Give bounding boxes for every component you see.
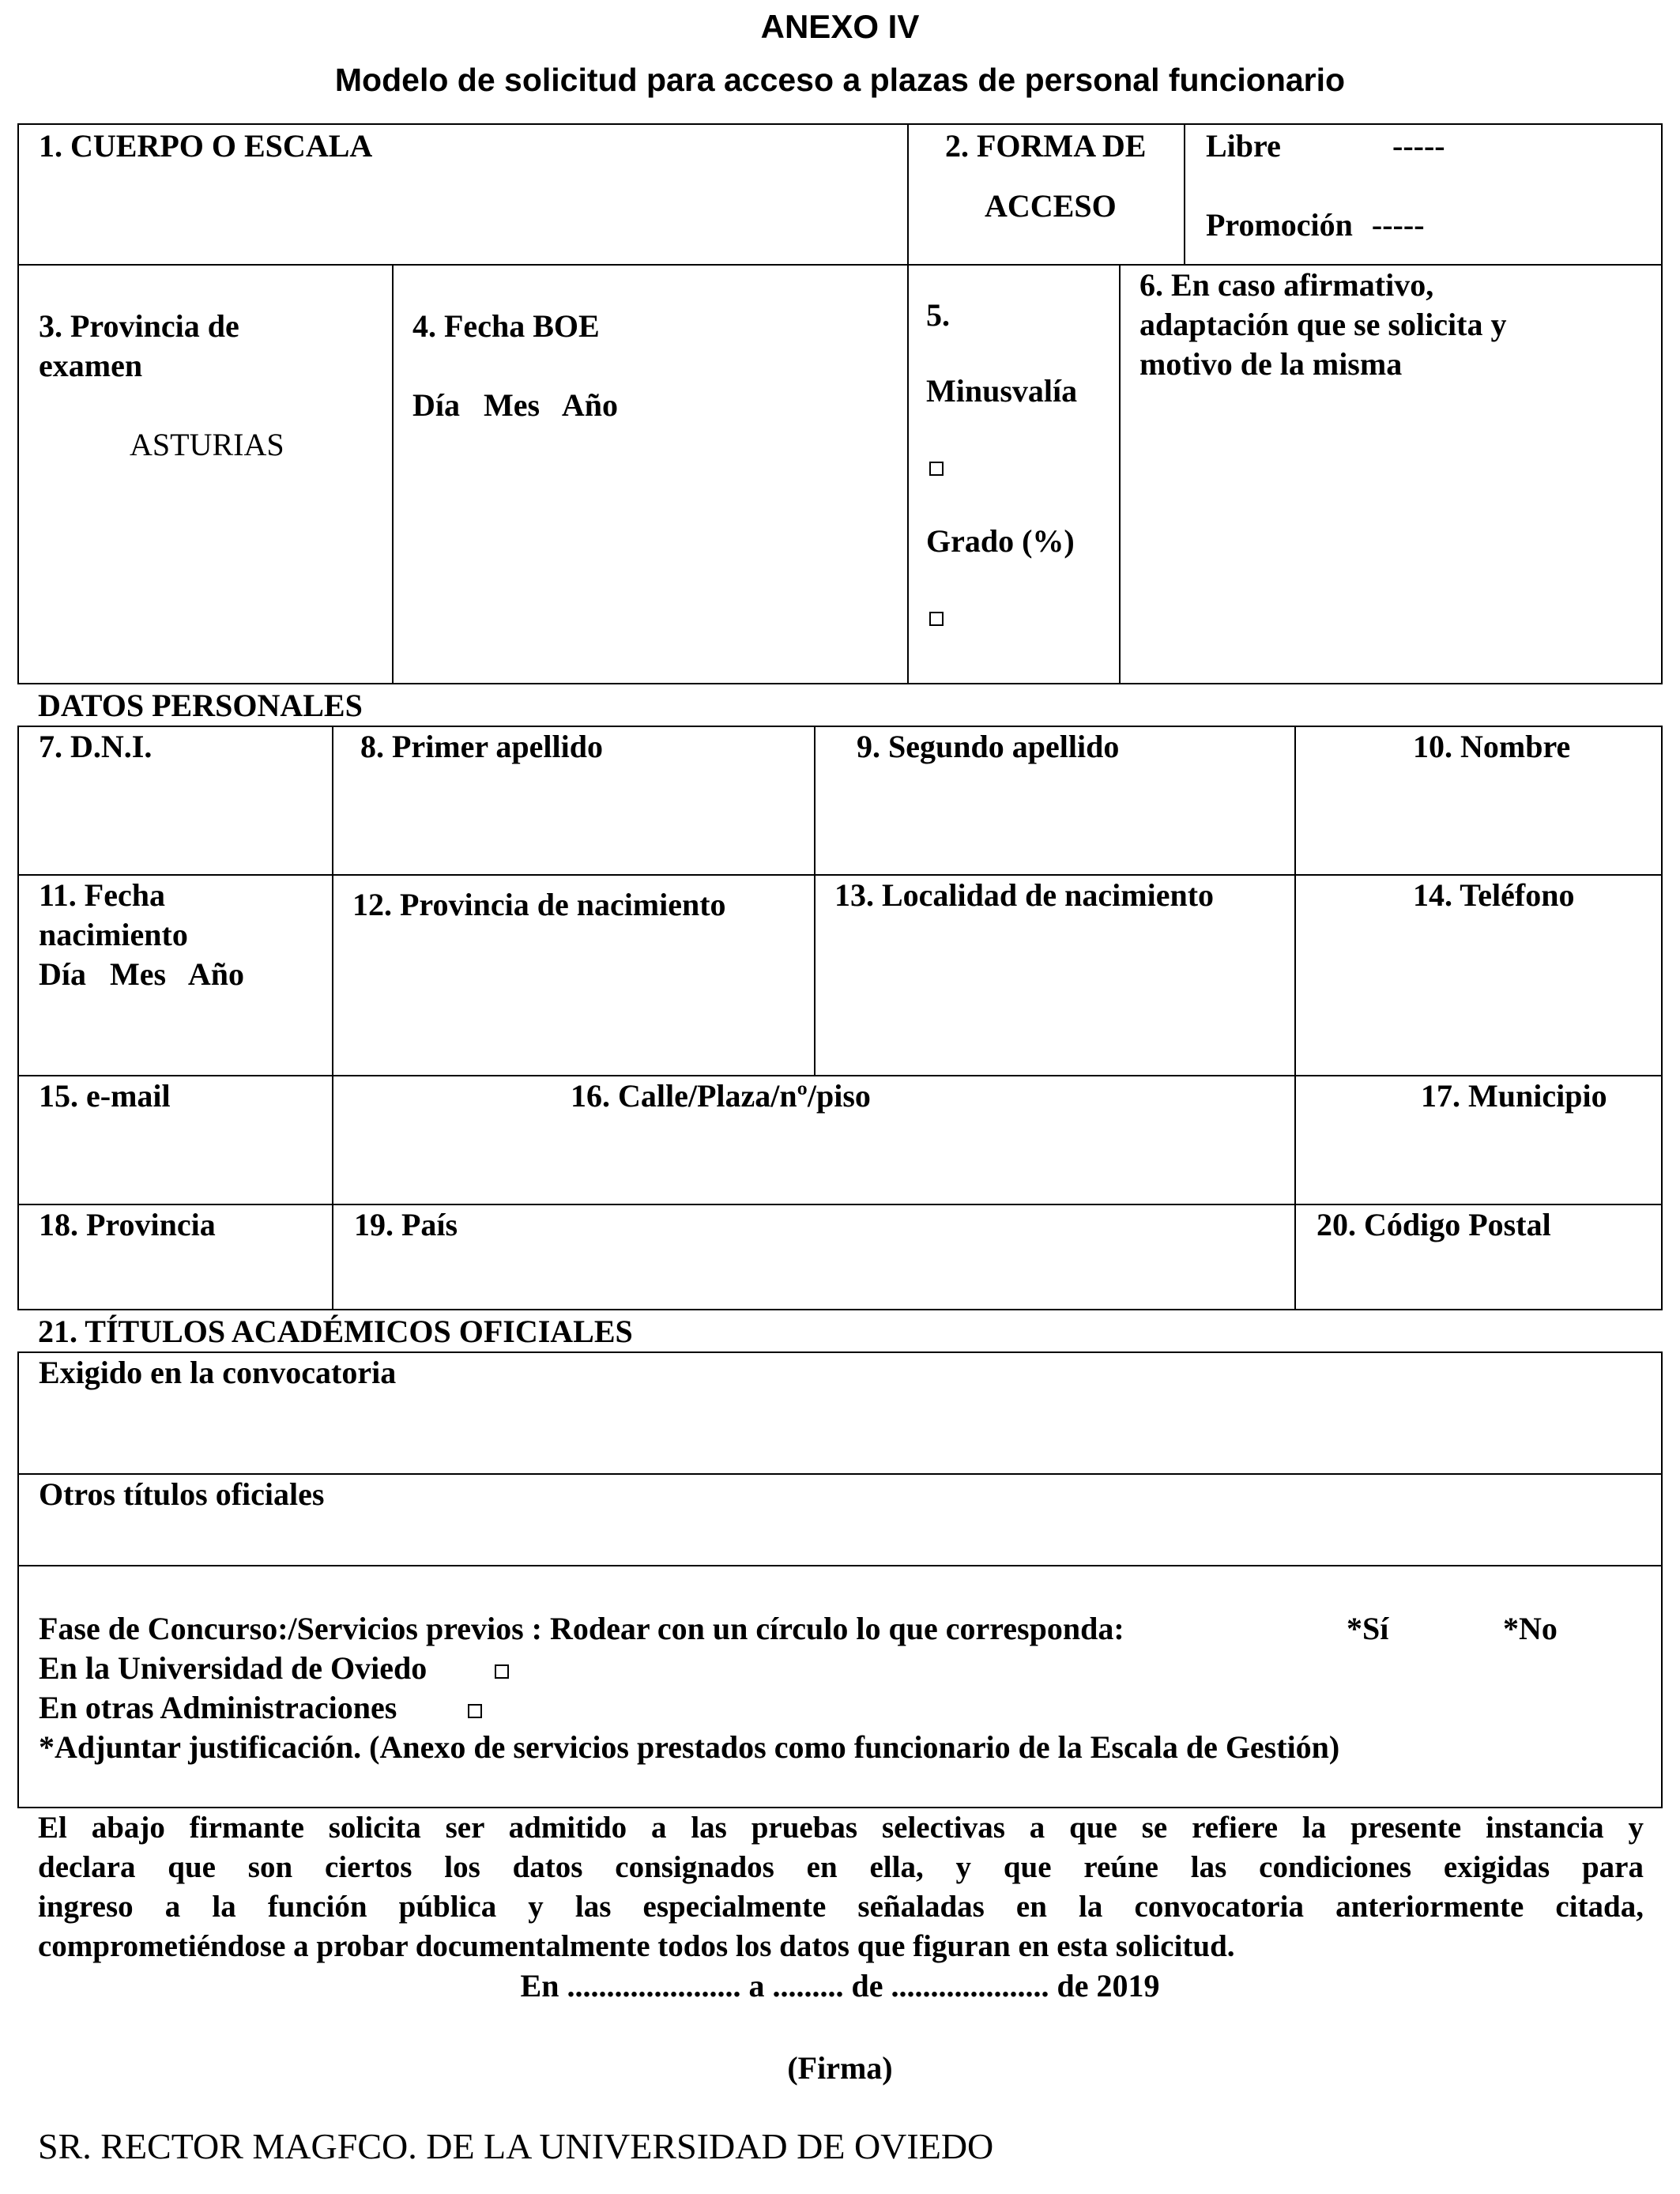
fecha-nacimiento-label-2: nacimiento: [39, 917, 188, 952]
destinatario-footer: SR. RECTOR MAGFCO. DE LA UNIVERSIDAD DE OVIEDO: [38, 2126, 994, 2166]
fase-si-option[interactable]: *Sí: [1347, 1611, 1389, 1646]
cuerpo-escala-field[interactable]: [19, 125, 906, 262]
provincia-nacimiento-field[interactable]: [333, 876, 812, 1073]
provincia-examen-value: ASTURIAS: [130, 427, 284, 462]
otros-titulos-label: Otros títulos oficiales: [39, 1476, 325, 1512]
telefono-label: 14. Teléfono: [1413, 877, 1575, 913]
codigo-postal-field[interactable]: [1296, 1205, 1661, 1309]
divider-forma-options: [1184, 123, 1185, 264]
segundo-apellido-field[interactable]: [816, 727, 1293, 873]
titulo-exigido-field[interactable]: [19, 1353, 1661, 1472]
localidad-nacimiento-label: 13. Localidad de nacimiento: [834, 877, 1215, 913]
adaptacion-field[interactable]: [1121, 266, 1661, 683]
fecha-boe-label: 4. Fecha BOE: [412, 308, 600, 344]
promocion-label: Promoción: [1206, 207, 1353, 243]
codigo-postal-label: 20. Código Postal: [1317, 1207, 1551, 1242]
provincia-label: 18. Provincia: [39, 1207, 216, 1242]
minusvalia-checkbox[interactable]: [929, 462, 944, 476]
fecha-nacimiento-sublabel: Día Mes Año: [39, 956, 244, 992]
email-label: 15. e-mail: [39, 1078, 171, 1114]
provincia-field[interactable]: [19, 1205, 330, 1309]
dni-label: 7. D.N.I.: [39, 729, 153, 764]
municipio-field[interactable]: [1296, 1076, 1661, 1202]
lugar-fecha-line[interactable]: En ...................... a ......... de .................... de 2019: [520, 1968, 1160, 2004]
forma-acceso-label-1: 2. FORMA DE: [945, 128, 1147, 164]
fecha-boe-sublabel: Día Mes Año: [412, 387, 618, 423]
cuerpo-escala-label: 1. CUERPO O ESCALA: [39, 128, 373, 164]
firma-label: (Firma): [787, 2050, 893, 2086]
calle-field[interactable]: [333, 1076, 1293, 1202]
fecha-nacimiento-label-1: 11. Fecha: [39, 877, 165, 913]
otras-administraciones-label: En otras Administraciones: [39, 1690, 397, 1725]
primer-apellido-field[interactable]: [333, 727, 812, 873]
declaracion-line-1: El abajo firmante solicita ser admitido a las pruebas selectivas a que se refiere la presente instancia y: [38, 1811, 1644, 1845]
declaracion-line-4: comprometiéndose a probar documentalmente todos los datos que figuran en esta solicitud.: [38, 1929, 1235, 1963]
universidad-oviedo-checkbox[interactable]: [495, 1664, 509, 1679]
libre-label: Libre: [1206, 128, 1281, 164]
promocion-option[interactable]: [1206, 205, 1425, 245]
datos-personales-heading: DATOS PERSONALES: [38, 688, 363, 723]
declaracion-line-2: declara que son ciertos los datos consignados en ella, y que reúne las condiciones exigidas para: [38, 1850, 1644, 1884]
divider-cuerpo-forma: [907, 123, 909, 684]
adaptacion-label-1: 6. En caso afirmativo,: [1139, 267, 1434, 303]
annex-title: ANEXO IV: [760, 8, 920, 45]
titulos-row-2-bottom: [17, 1565, 1663, 1566]
nombre-field[interactable]: [1296, 727, 1661, 873]
fecha-nacimiento-field[interactable]: [19, 876, 330, 1073]
fecha-boe-field[interactable]: [394, 266, 906, 683]
titulos-heading: 21. TÍTULOS ACADÉMICOS OFICIALES: [38, 1314, 633, 1349]
adjuntar-justificacion-note: *Adjuntar justificación. (Anexo de servicios prestados como funcionario de la Escala de Gestión): [39, 1729, 1340, 1765]
minusvalia-number: 5.: [926, 297, 950, 333]
libre-dashes: -----: [1392, 128, 1445, 164]
pais-field[interactable]: [333, 1205, 1293, 1309]
promocion-dashes: -----: [1371, 207, 1425, 243]
declaracion-line-3: ingreso a la función pública y las especialmente señaladas en la convocatoria anteriormente citada,: [38, 1890, 1644, 1924]
email-field[interactable]: [19, 1076, 330, 1202]
titulo-exigido-label: Exigido en la convocatoria: [39, 1355, 397, 1390]
pais-label: 19. País: [354, 1207, 458, 1242]
segundo-apellido-label: 9. Segundo apellido: [857, 729, 1120, 764]
minusvalia-label: Minusvalía: [926, 373, 1078, 409]
provincia-nacimiento-label: 12. Provincia de nacimiento: [352, 887, 726, 922]
forma-acceso-label-2: ACCESO: [985, 188, 1117, 224]
adaptacion-label-2: adaptación que se solicita y: [1139, 307, 1507, 342]
provincia-examen-field[interactable]: [19, 266, 390, 683]
libre-option[interactable]: [1206, 126, 1281, 166]
fase-no-option[interactable]: *No: [1503, 1611, 1558, 1646]
provincia-examen-label-1: 3. Provincia de: [39, 308, 239, 344]
dni-field[interactable]: [19, 727, 330, 873]
otras-administraciones-checkbox[interactable]: [468, 1704, 482, 1718]
grado-checkbox[interactable]: [929, 612, 944, 626]
municipio-label: 17. Municipio: [1421, 1078, 1607, 1114]
localidad-nacimiento-field[interactable]: [816, 876, 1293, 1073]
primer-apellido-label: 8. Primer apellido: [360, 729, 603, 764]
provincia-examen-label-2: examen: [39, 348, 143, 383]
fase-concurso-label: Fase de Concurso:/Servicios previos : Rodear con un círculo lo que corresponda:: [39, 1611, 1124, 1646]
otros-titulos-field[interactable]: [19, 1475, 1661, 1563]
universidad-oviedo-label: En la Universidad de Oviedo: [39, 1650, 428, 1686]
grado-label: Grado (%): [926, 523, 1075, 559]
telefono-field[interactable]: [1296, 876, 1661, 1073]
calle-label: 16. Calle/Plaza/nº/piso: [571, 1078, 871, 1114]
nombre-label: 10. Nombre: [1413, 729, 1571, 764]
adaptacion-label-3: motivo de la misma: [1139, 346, 1403, 382]
form-title: Modelo de solicitud para acceso a plazas de personal funcionario: [334, 62, 1346, 98]
